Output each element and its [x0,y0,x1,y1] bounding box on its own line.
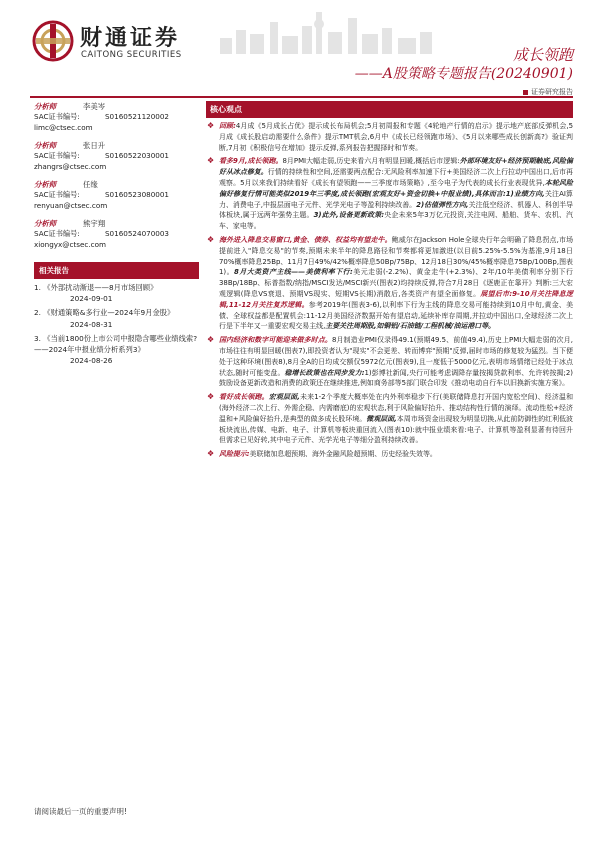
square-bullet-icon [523,90,528,95]
related-report-item[interactable] [34,307,199,329]
diamond-bullet-icon: ❖ [207,449,215,459]
analyst-email[interactable]: limc@ctsec.com [34,122,93,132]
caitong-logo-icon [32,20,74,62]
related-report-title[interactable]: 1. 《外部扰动渐退——8月市场回顾》 [34,283,158,292]
bullet-overseas-rate-cut: ❖ 海外进入降息交易窗口,黄金、债券、权益均有望走牛。鲍威尔在Jackson Hole全球央行年会明确了降息拐点,市场提前进入"降息交易"的节奏,预期未来半年的降息路径和节奏都将更加激进(以目前5.25%-5.5%为基准,9月18日70%概率降息25Bp、11月7日49%/42%概率降息50Bp/75Bp、12月18日30%/45%概率降息75Bp/100Bp,图表1)。8月大类资产主线——美债利率下行:美元走弱(-2.2%)、黄金走牛(+2.3%)、2年/10年美债利率分别下行38Bp/18Bp、标普指数/纳指/MSCI发达/MSCI新兴(图表2)均持续反弹,符合7月28日《逐鹿正在靠开》判断:三大宏观逻辑(降息VS衰退、预期VS现实、短期VS长期)消散后,各类资产有望全面修复。展望后市:9-10月关注降息逻辑,11-12月关注复苏逻辑。参考2019年(图表3-6),以利率下行为主线的降息交易可能持续到10月中旬,黄金、美债、全球权益都是配置机会:11-12月美国经济数据开始有望启动,延续补库存周期,并拉动中国出口,全球经济二次上行是下半年又一重要宏观交易主线,主要关注周期股,如铜铝/石油链/工程机械/油运港口等。 [207,234,574,331]
company-logo [32,18,192,66]
sidebar [34,101,199,366]
analyst-email[interactable]: renyuan@ctsec.com [34,200,108,210]
analyst-email[interactable]: zhangrs@ctsec.com [34,161,107,171]
related-report-date: 2024-09-01 [70,294,113,304]
analyst-card [34,218,199,250]
analyst-role: 分析师 [34,180,57,189]
related-report-item[interactable] [34,282,199,304]
report-title: 成长领跑 [512,46,573,64]
disclaimer-footer: 请阅读最后一页的重要声明! [34,807,128,816]
cert-label: SAC证书编号: [34,229,80,238]
analyst-card [34,179,199,211]
diamond-bullet-icon: ❖ [207,234,215,244]
cert-label: SAC证书编号: [34,112,80,121]
core-views-heading: 核心观点 [206,101,573,118]
diamond-bullet-icon: ❖ [207,156,215,166]
city-skyline-watermark [210,8,450,54]
related-report-date: 2024-08-31 [70,319,113,329]
cert-number: S0160522030001 [105,151,170,160]
bullet-domestic-economy: ❖ 国内经济和数字可能迎来做多时点。8月制造业PMI仅录得49.1(预期49.5、前值49.4),历史上PMI大幅走弱的次月,市场往往有明显回暖(图表7),即投资者认为"现实"不会更差、转而博弈"预期"反弹,届时市场的修复较为猛烈。当下便处于这种环境(图表8),8月全A的日均成交额仅5972亿元(图表9),且一度低于5000亿元,表明市场情绪已经处于冰点状态,随时可能变盘。稳增长政策也在同步发力:1)彭博社新闻,央行可能考虑调降存量按揭贷款利率、允许转按揭;2)鼓励设备更新改造和消费的政策还在继续推进,例如商务部等5部门联合印发《推动电动自行车以旧换新实施方案》。 [207,335,573,388]
company-name-en: CAITONG SECURITIES [81,50,182,60]
bullet-growth-leading: ❖ 看好成长领跑。宏观层面,未来1-2个季度大概率处在内外利率稳步下行(美联储降息打开国内宽松空间)、经济温和(海外经济二次上行、外需企稳、内需磨底)的宏观状态,利于风险偏好抬升、推动结构性行情的演绎。流动性松+经济温和+风险偏好抬升,是典型的做多成长股环境。微观层面,本周市场资金出现较为明显切换,从此前防御性的红利低波板块流出,传媒、电新、电子、计算机等板块重回流入(图表10):就中报业绩来看:电子、计算机等盈利显著有待回升但需求已见好转,其中电子元件、光学光电子等细分盈利持续改善。 [207,392,574,445]
bullet-risk-warning: ❖ 风险提示:美联储加息超预期、海外金融风险超预期、历史经验失效等。 [207,449,437,459]
analyst-card [34,140,199,172]
cert-number: S0160521120002 [105,112,170,121]
report-type-label: 证券研究报告 [531,88,573,96]
core-views-section [206,101,573,463]
related-report-title[interactable]: 3. 《当前1800份上市公司中报隐含哪些业绩线索?——2024年中报业绩分析系列3》 [34,333,198,355]
report-subtitle: ——A股策略专题报告(20240901) [354,66,573,82]
analyst-role: 分析师 [34,141,57,150]
analyst-name: 李美岑 [83,102,106,111]
related-report-item[interactable] [34,333,199,367]
analyst-name: 熊宇翔 [83,219,106,228]
company-name-cn: 财通证券 [80,26,181,51]
analyst-name: 任缘 [83,180,98,189]
analyst-card [34,101,199,133]
bullet-outlook-september: ❖ 看多9月,成长领跑。8月PMI大幅走弱,历史来看六月有明显回暖,概括后市逻辑:外部环境友好+经济预期触底,风险偏好从冰点修复。行情的持续性和空间,还需要两点配合:无风险利率加速下行+美国经济二次上行拉动中国出口,后市再观察。5月以来我们持续看好《成长有望领跑——三季度市场策略》,至今电子为代表的成长行业表现优异,本轮风险偏好修复行情可能类似2019年三季度,成长领跑(宏观友好+资金切换+中报业绩),具体而言:1)业绩方向,关注AI算力、消费电子,中报层面电子元件、光学光电子等盈利持续改善。2)估值弹性方向,关注低空经济、机器人、科创半导体板块,属于远两年强势主题。3)此外,设备更新政策:央企未来5年3万亿元投资,关注电网、船舶、货车、农机、汽车、家电等。 [207,156,573,231]
cert-label: SAC证书编号: [34,190,80,199]
diamond-bullet-icon: ❖ [207,392,215,402]
header-divider [30,96,573,98]
bullet-review: ❖ 回顾:4月成《5月成长占优》提示成长布局机会;5月初周报和专题《4轮地产行情的启示》提示地产底部反弹机会,5月成《成长股启动需要什么条件》提示TMT机会,6月中《成长已经领跑市场》、《5月以来哪些成长创新高?》验证判断,7月初《积极信号在增加》提示反弹,系列报告把握择时和节奏。 [207,121,573,152]
analyst-role: 分析师 [34,219,57,228]
related-reports-heading: 相关报告 [34,262,199,279]
analyst-name: 张日升 [83,141,106,150]
cert-number: S0160524070003 [105,229,170,238]
related-report-date: 2024-08-26 [70,356,113,366]
cert-number: S0160523080001 [105,190,170,199]
analyst-email[interactable]: xiongyx@ctsec.com [34,239,106,249]
diamond-bullet-icon: ❖ [207,335,215,345]
cert-label: SAC证书编号: [34,151,80,160]
diamond-bullet-icon: ❖ [207,121,215,130]
related-report-title[interactable]: 2. 《财通策略&多行业—2024年9月金股》 [34,308,175,318]
analyst-role: 分析师 [34,102,57,111]
